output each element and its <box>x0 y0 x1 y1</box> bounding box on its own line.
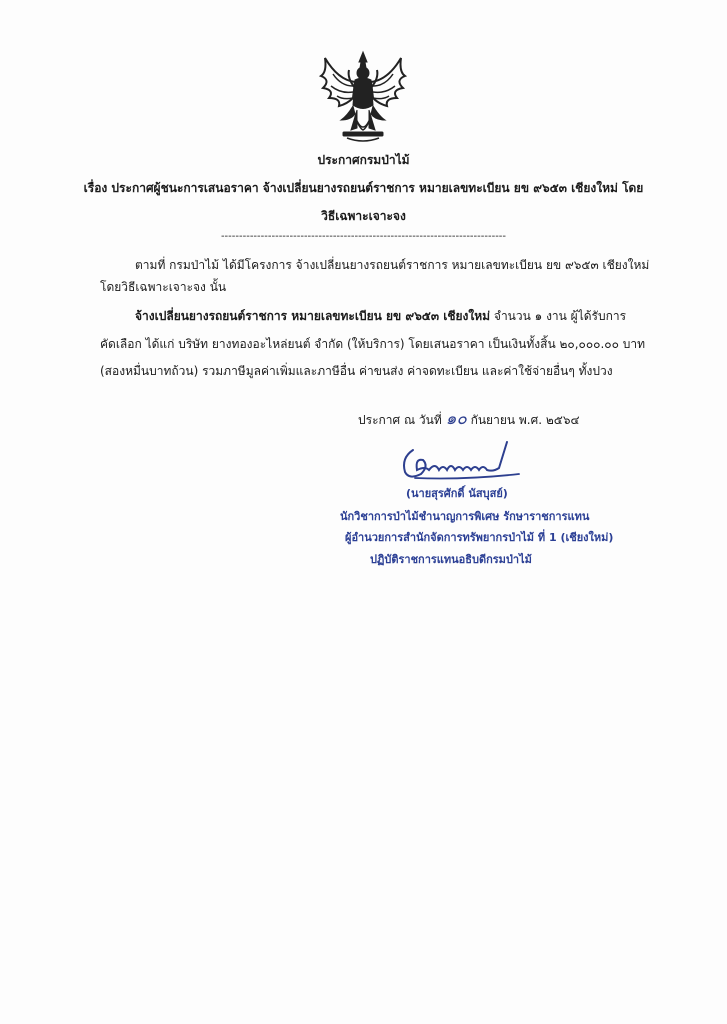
subject-line-2: วิธีเฉพาะเจาะจง <box>321 209 406 223</box>
body-paragraph-line-3 <box>135 308 626 324</box>
date-prefix: ประกาศ ณ วันที่ <box>358 413 442 427</box>
signatory-position-2: ผู้อำนวยการสำนักจัดการทรัพยากรป่าไม้ ที่ 1 (เชียงใหม่) <box>345 531 614 544</box>
announcement-title: ประกาศกรมป่าไม้ <box>317 153 410 167</box>
date-suffix: กันยายน พ.ศ. ๒๕๖๔ <box>470 413 580 427</box>
signatory-position-1: นักวิชาการป่าไม้ชำนาญการพิเศษ รักษาราชการแทน <box>340 510 590 523</box>
subject-line-1: เรื่อง ประกาศผู้ชนะการเสนอราคา จ้างเปลี่ยนยางรถยนต์ราชการ หมายเลขทะเบียน ยข ๙๖๕๓ เชียงใหม่ โดย <box>83 181 644 195</box>
signatory-position-3: ปฏิบัติราชการแทนอธิบดีกรมป่าไม้ <box>370 553 532 566</box>
body-paragraph-line-5: (สองหมื่นบาทถ้วน) รวมภาษีมูลค่าเพิ่มและภาษีอื่น ค่าขนส่ง ค่าจดทะเบียน และค่าใช้จ่ายอื่นๆ ทั้งปวง <box>100 364 613 378</box>
date-day: ๑๐ <box>445 409 467 429</box>
divider-line: ------------------------------------------------------------------------------- <box>220 231 507 242</box>
handwritten-signature <box>395 436 535 486</box>
body-paragraph-line-1: ตามที่ กรมป่าไม้ ได้มีโครงการ จ้างเปลี่ยนยางรถยนต์ราชการ หมายเลขทะเบียน ยข ๙๖๕๓ เชียงใหม่ <box>135 258 650 272</box>
announcement-date <box>358 411 580 428</box>
garuda-emblem-icon <box>313 50 413 146</box>
contract-quantity: จำนวน ๑ งาน ผู้ได้รับการ <box>490 309 627 323</box>
body-paragraph-line-4: คัดเลือก ได้แก่ บริษัท ยางทองอะไหล่ยนต์ จำกัด (ให้บริการ) โดยเสนอราคา เป็นเงินทั้งสิ้น ๒๐,๐๐๐.๐๐ บาท <box>100 337 646 351</box>
contract-title: จ้างเปลี่ยนยางรถยนต์ราชการ หมายเลขทะเบียน ยข ๙๖๕๓ เชียงใหม่ <box>135 309 491 323</box>
signatory-name: (นายสุรศักดิ์ นัสบุสย์) <box>406 487 508 500</box>
body-paragraph-line-2: โดยวิธีเฉพาะเจาะจง นั้น <box>100 280 227 294</box>
